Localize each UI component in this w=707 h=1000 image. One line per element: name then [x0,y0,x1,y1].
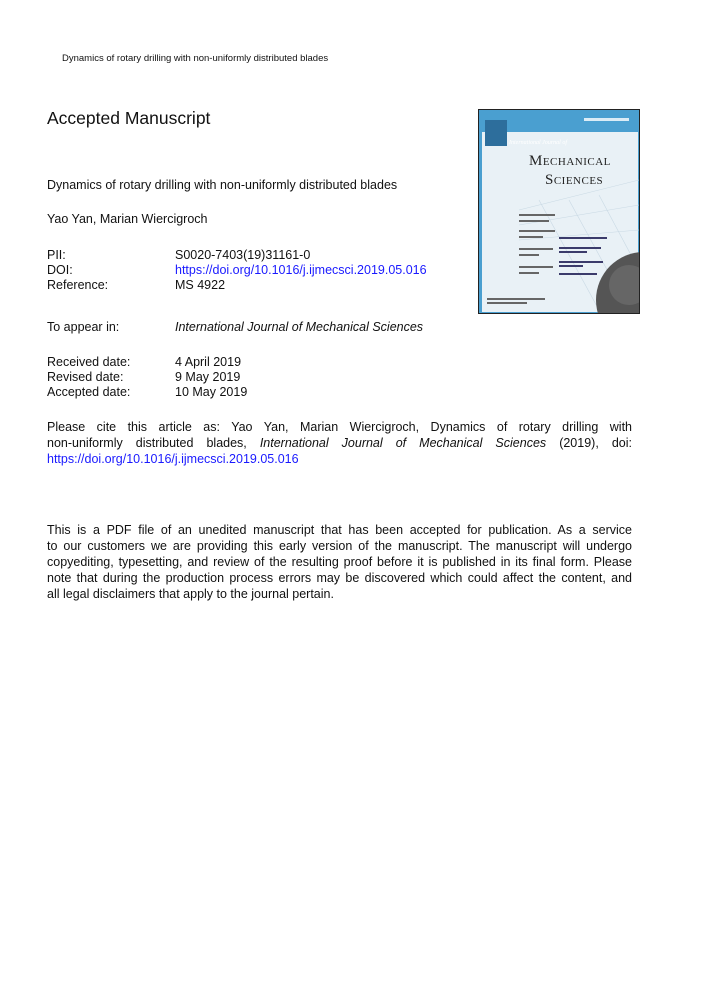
citation-line-1: Please cite this article as: Yao Yan, Marian Wiercigroch, Dynamics of rotary drilling with [47,420,632,434]
cover-journal-line-1: Mechanical [529,153,611,169]
notice-line-5: all legal disclaimers that apply to the journal pertain. [47,587,334,601]
pii-value: S0020-7403(19)31161-0 [175,248,311,262]
running-head: Dynamics of rotary drilling with non-uniformly distributed blades [62,53,329,64]
reference-value: MS 4922 [175,278,226,292]
notice-line-4: note that during the production process errors may be discovered which could affect the content, and [47,571,632,585]
accepted-value: 10 May 2019 [175,385,248,399]
notice-line-2: to our customers we are providing this early version of the manuscript. The manuscript will undergo [47,539,632,553]
notice-line-3: copyediting, typesetting, and review of the resulting proof before it is published in its final form. Please [47,555,632,569]
citation-line-2 [47,435,632,451]
doi-label: DOI: [47,263,73,277]
received-label: Received date: [47,355,131,369]
article-title: Dynamics of rotary drilling with non-uniformly distributed blades [47,178,398,192]
pii-label: PII: [47,248,66,262]
citation-text-a: non-uniformly distributed blades, [47,436,260,450]
revised-value: 9 May 2019 [175,370,241,384]
publisher-logo-icon [485,120,507,146]
citation-doi-link[interactable]: https://doi.org/10.1016/j.ijmecsci.2019.05.016 [47,452,299,466]
citation-journal: International Journal of Mechanical Sciences [259,436,547,450]
notice-paragraph [47,522,632,602]
accepted-label: Accepted date: [47,385,131,399]
page-heading: Accepted Manuscript [47,108,211,128]
reference-label: Reference: [47,278,109,292]
revised-label: Revised date: [47,370,124,384]
appear-label: To appear in: [47,320,120,334]
citation-text-b: (2019), doi: [546,436,632,450]
doi-link[interactable]: https://doi.org/10.1016/j.ijmecsci.2019.05.016 [175,263,427,277]
received-value: 4 April 2019 [175,355,242,369]
cover-journal-line-2: Sciences [545,172,604,188]
appear-journal: International Journal of Mechanical Sciences [175,320,424,334]
cover-journal-small: International Journal of [509,140,567,146]
notice-line-1: This is a PDF file of an unedited manuscript that has been accepted for publication. As a service [47,523,632,537]
authors: Yao Yan, Marian Wiercigroch [47,212,208,226]
citation-paragraph [47,419,632,467]
journal-cover [478,109,640,314]
